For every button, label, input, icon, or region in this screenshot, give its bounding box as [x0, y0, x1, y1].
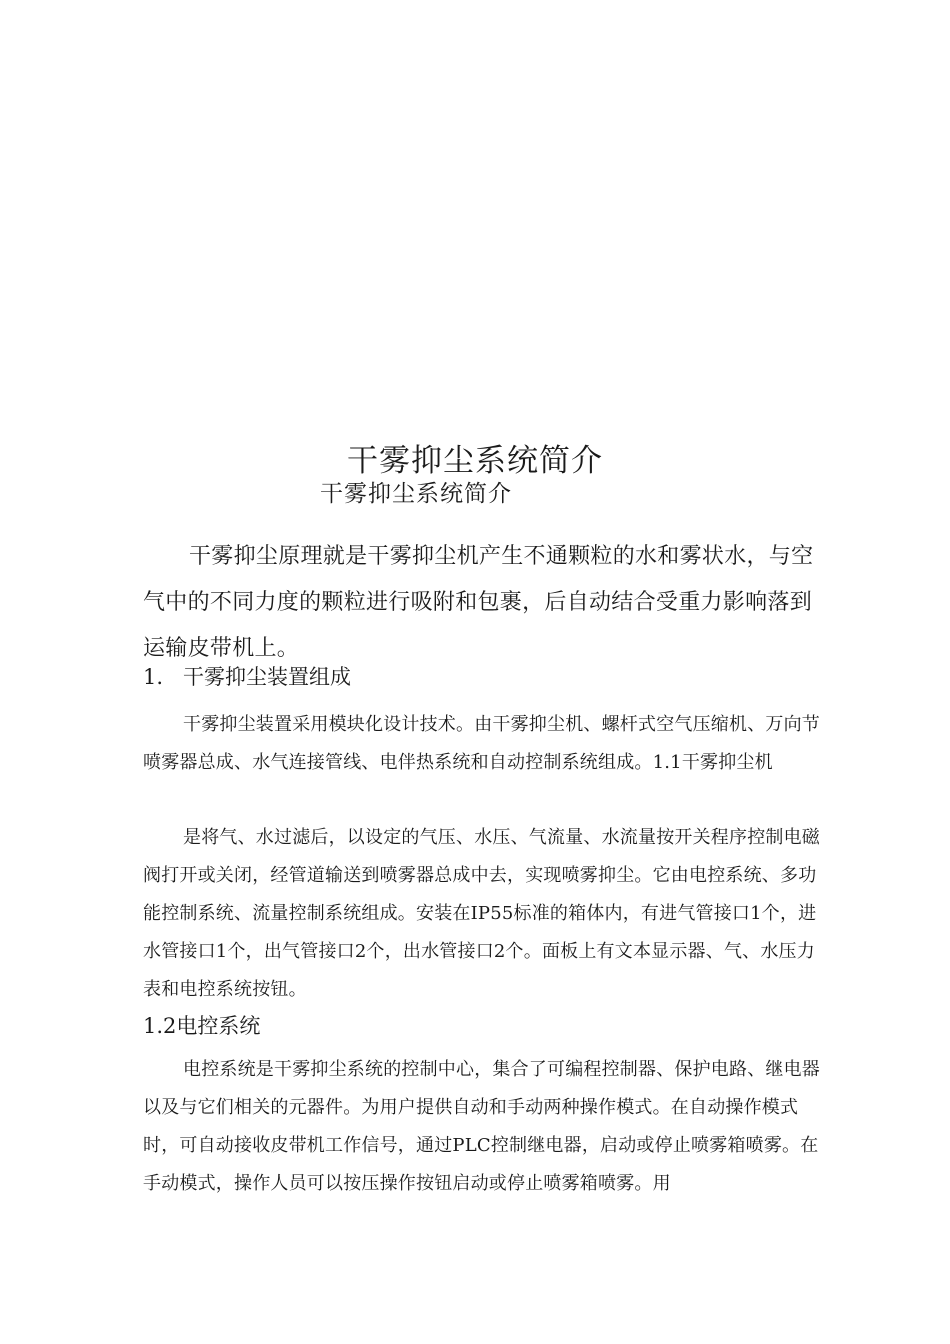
section-1-number: 1. [143, 665, 164, 689]
section-1-2-paragraph: 电控系统是干雾抑尘系统的控制中心，集合了可编程控制器、保护电路、继电器以及与它们相关的元器件。为用户提供自动和手动两种操作模式。在自动操作模式时，可自动接收皮带机工作信号，通过PLC控制继电器，启动或停止喷雾箱喷雾。在手动模式，操作人员可以按压操作按钮启动或停止喷雾箱喷雾。用 [143, 1059, 820, 1194]
section-1-heading [143, 662, 351, 692]
section-1-1-paragraph: 是将气、水过滤后，以设定的气压、水压、气流量、水流量按开关程序控制电磁阀打开或关闭，经管道输送到喷雾器总成中去，实现喷雾抑尘。它由电控系统、多功能控制系统、流量控制系统组成。安装在IP55标准的箱体内，有进气管接口1个，进水管接口1个，出气管接口2个，出水管接口2个。面板上有文本显示器、气、水压力表和电控系统按钮。 [143, 827, 820, 1000]
document-subtitle: 干雾抑尘系统简介 [320, 481, 512, 507]
section-1-2-heading: 1.2电控系统 [143, 1014, 261, 1038]
section-1-paragraph: 干雾抑尘装置采用模块化设计技术。由干雾抑尘机、螺杆式空气压缩机、万向节喷雾器总成、水气连接管线、电伴热系统和自动控制系统组成。1.1干雾抑尘机 [143, 714, 820, 773]
intro-paragraph: 干雾抑尘原理就是干雾抑尘机产生不通颗粒的水和雾状水，与空气中的不同力度的颗粒进行吸附和包裹，后自动结合受重力影响落到运输皮带机上。 [143, 544, 814, 661]
section-1-title: 干雾抑尘装置组成 [183, 665, 351, 689]
document-title: 干雾抑尘系统简介 [347, 443, 603, 479]
